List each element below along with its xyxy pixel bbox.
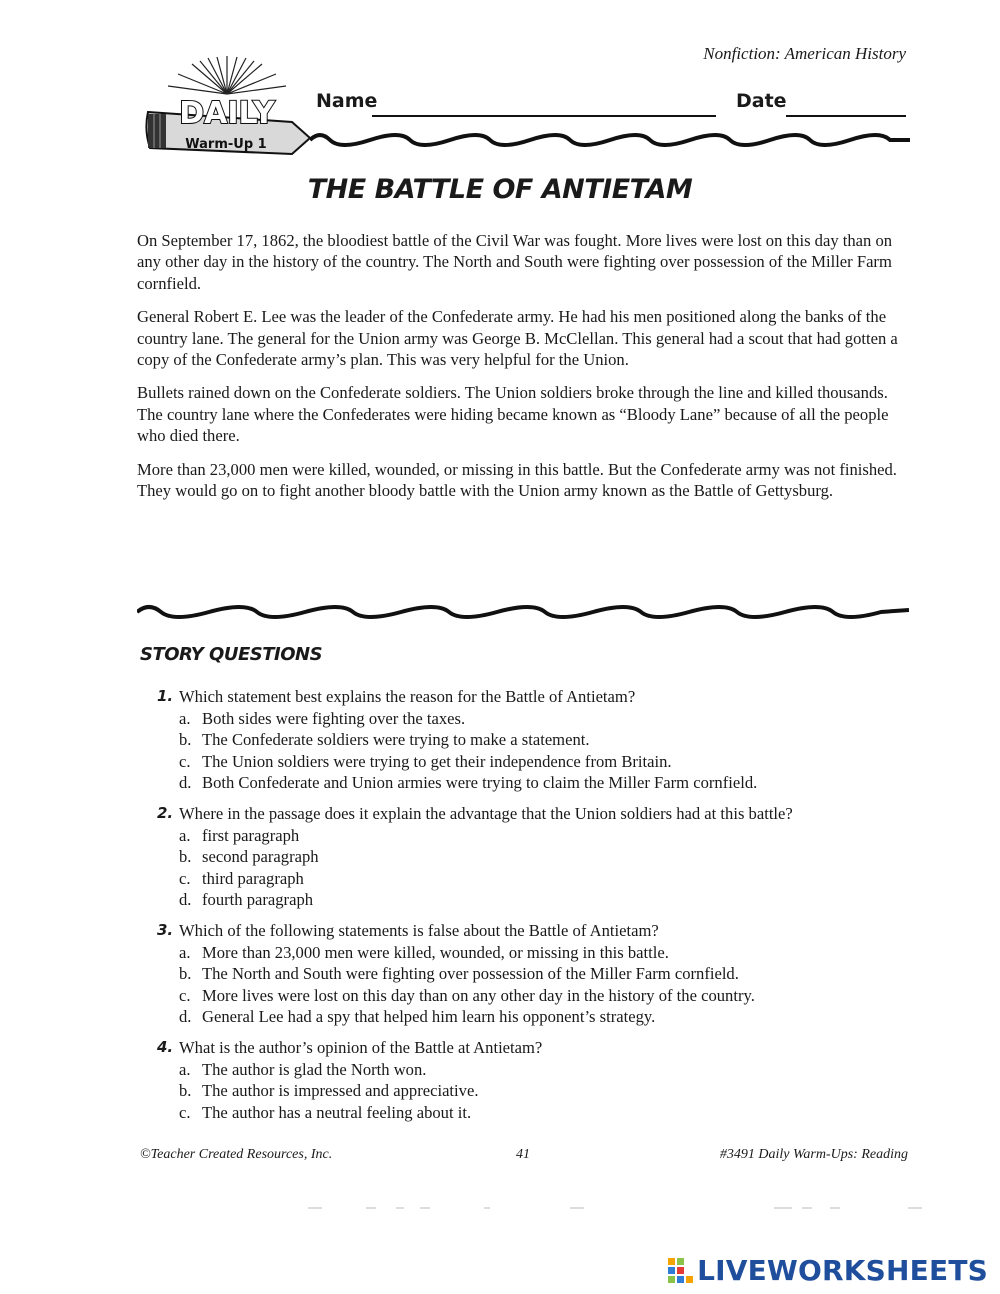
question-list — [157, 686, 917, 1132]
question-stem — [157, 920, 917, 942]
answer-option[interactable]: b. The Confederate soldiers were trying to make a statement. — [179, 730, 590, 750]
question-number: 2. — [157, 803, 174, 822]
passage-paragraph: Bullets rained down on the Confederate soldiers. The Union soldiers broke through the line and killed thousands. The country lane where the Confederates were hiding became known as “Bloody Lane” because of all the people who died there. — [137, 383, 889, 446]
answer-option[interactable]: c. The Union soldiers were trying to get their independence from Britain. — [179, 751, 672, 771]
sunburst-icon — [168, 56, 286, 94]
question-text: What is the author’s opinion of the Battle at Antietam? — [179, 1037, 543, 1057]
name-field[interactable] — [372, 115, 716, 117]
liveworksheets-logo-icon — [667, 1257, 695, 1285]
category-label: Nonfiction: American History — [703, 44, 906, 63]
question-number: 4. — [157, 1037, 174, 1056]
footer-book-title: #3491 Daily Warm-Ups: Reading — [719, 1147, 908, 1162]
passage-paragraph: On September 17, 1862, the bloodiest battle of the Civil War was fought. More lives were lost on this day than on any other day in the history of the country. The North and South were fighting over possession of the Miller Farm cornfield. — [137, 231, 893, 293]
question-text: Which statement best explains the reason for the Battle of Antietam? — [179, 687, 636, 706]
name-label: Name — [316, 90, 378, 112]
answer-option[interactable]: a. More than 23,000 men were killed, wounded, or missing in this battle. — [179, 942, 669, 962]
section-heading: STORY QUESTIONS — [140, 644, 323, 665]
page-number: 41 — [516, 1147, 530, 1162]
answer-option[interactable]: d. General Lee had a spy that helped him learn his opponent’s strategy. — [179, 1007, 656, 1027]
answer-option[interactable]: a. first paragraph — [179, 825, 300, 845]
scan-artifacts — [300, 1205, 930, 1213]
answer-option[interactable]: a. Both sides were fighting over the taxes. — [179, 708, 466, 728]
svg-text:DAILY: DAILY — [179, 96, 275, 131]
question-4 — [157, 1037, 917, 1123]
answer-option[interactable]: b. The North and South were fighting over possession of the Miller Farm cornfield. — [179, 964, 739, 984]
daily-warmup-logo — [142, 52, 312, 164]
wavy-divider-top — [310, 124, 910, 164]
question-text: Where in the passage does it explain the advantage that the Union soldiers had at this battle? — [179, 803, 793, 823]
question-number: 3. — [157, 920, 174, 939]
footer-copyright: ©Teacher Created Resources, Inc. — [140, 1147, 333, 1162]
liveworksheets-watermark[interactable] — [667, 1254, 988, 1287]
question-stem — [157, 686, 917, 708]
answer-option[interactable]: d. fourth paragraph — [179, 890, 314, 910]
passage-paragraph: General Robert E. Lee was the leader of the Confederate army. He had his men positioned along the banks of the country lane. The general for the Union army was George B. McClellan. This general had a scout that had gotten a copy of the Confederate army’s plan. This was very helpful for the Union. — [137, 307, 898, 370]
question-number: 1. — [157, 687, 174, 705]
page-title: THE BATTLE OF ANTIETAM — [307, 174, 693, 205]
date-label: Date — [736, 90, 787, 112]
question-stem — [157, 1037, 917, 1059]
answer-option[interactable]: b. The author is impressed and appreciative. — [179, 1081, 479, 1101]
question-2 — [157, 803, 917, 911]
svg-text:Warm-Up 1: Warm-Up 1 — [185, 137, 267, 152]
date-field[interactable] — [786, 115, 906, 117]
watermark-text: LIVEWORKSHEETS — [697, 1254, 988, 1287]
reading-passage — [137, 230, 909, 513]
question-3 — [157, 920, 917, 1028]
answer-option[interactable]: d. Both Confederate and Union armies were trying to claim the Miller Farm cornfield. — [179, 773, 758, 793]
answer-option[interactable]: c. The author has a neutral feeling about it. — [179, 1102, 472, 1122]
answer-option[interactable]: a. The author is glad the North won. — [179, 1059, 427, 1079]
wavy-divider-middle — [137, 598, 909, 638]
answer-option[interactable]: c. third paragraph — [179, 868, 304, 888]
question-text: Which of the following statements is false about the Battle of Antietam? — [179, 920, 659, 940]
passage-paragraph: More than 23,000 men were killed, wounded, or missing in this battle. But the Confederate army was not finished. They would go on to fight another bloody battle with the Union army known as the Battle of Gettysburg. — [137, 459, 897, 501]
answer-option[interactable]: c. More lives were lost on this day than on any other day in the history of the country. — [179, 985, 755, 1005]
answer-option[interactable]: b. second paragraph — [179, 847, 319, 867]
question-stem — [157, 803, 917, 825]
question-1 — [157, 686, 917, 794]
